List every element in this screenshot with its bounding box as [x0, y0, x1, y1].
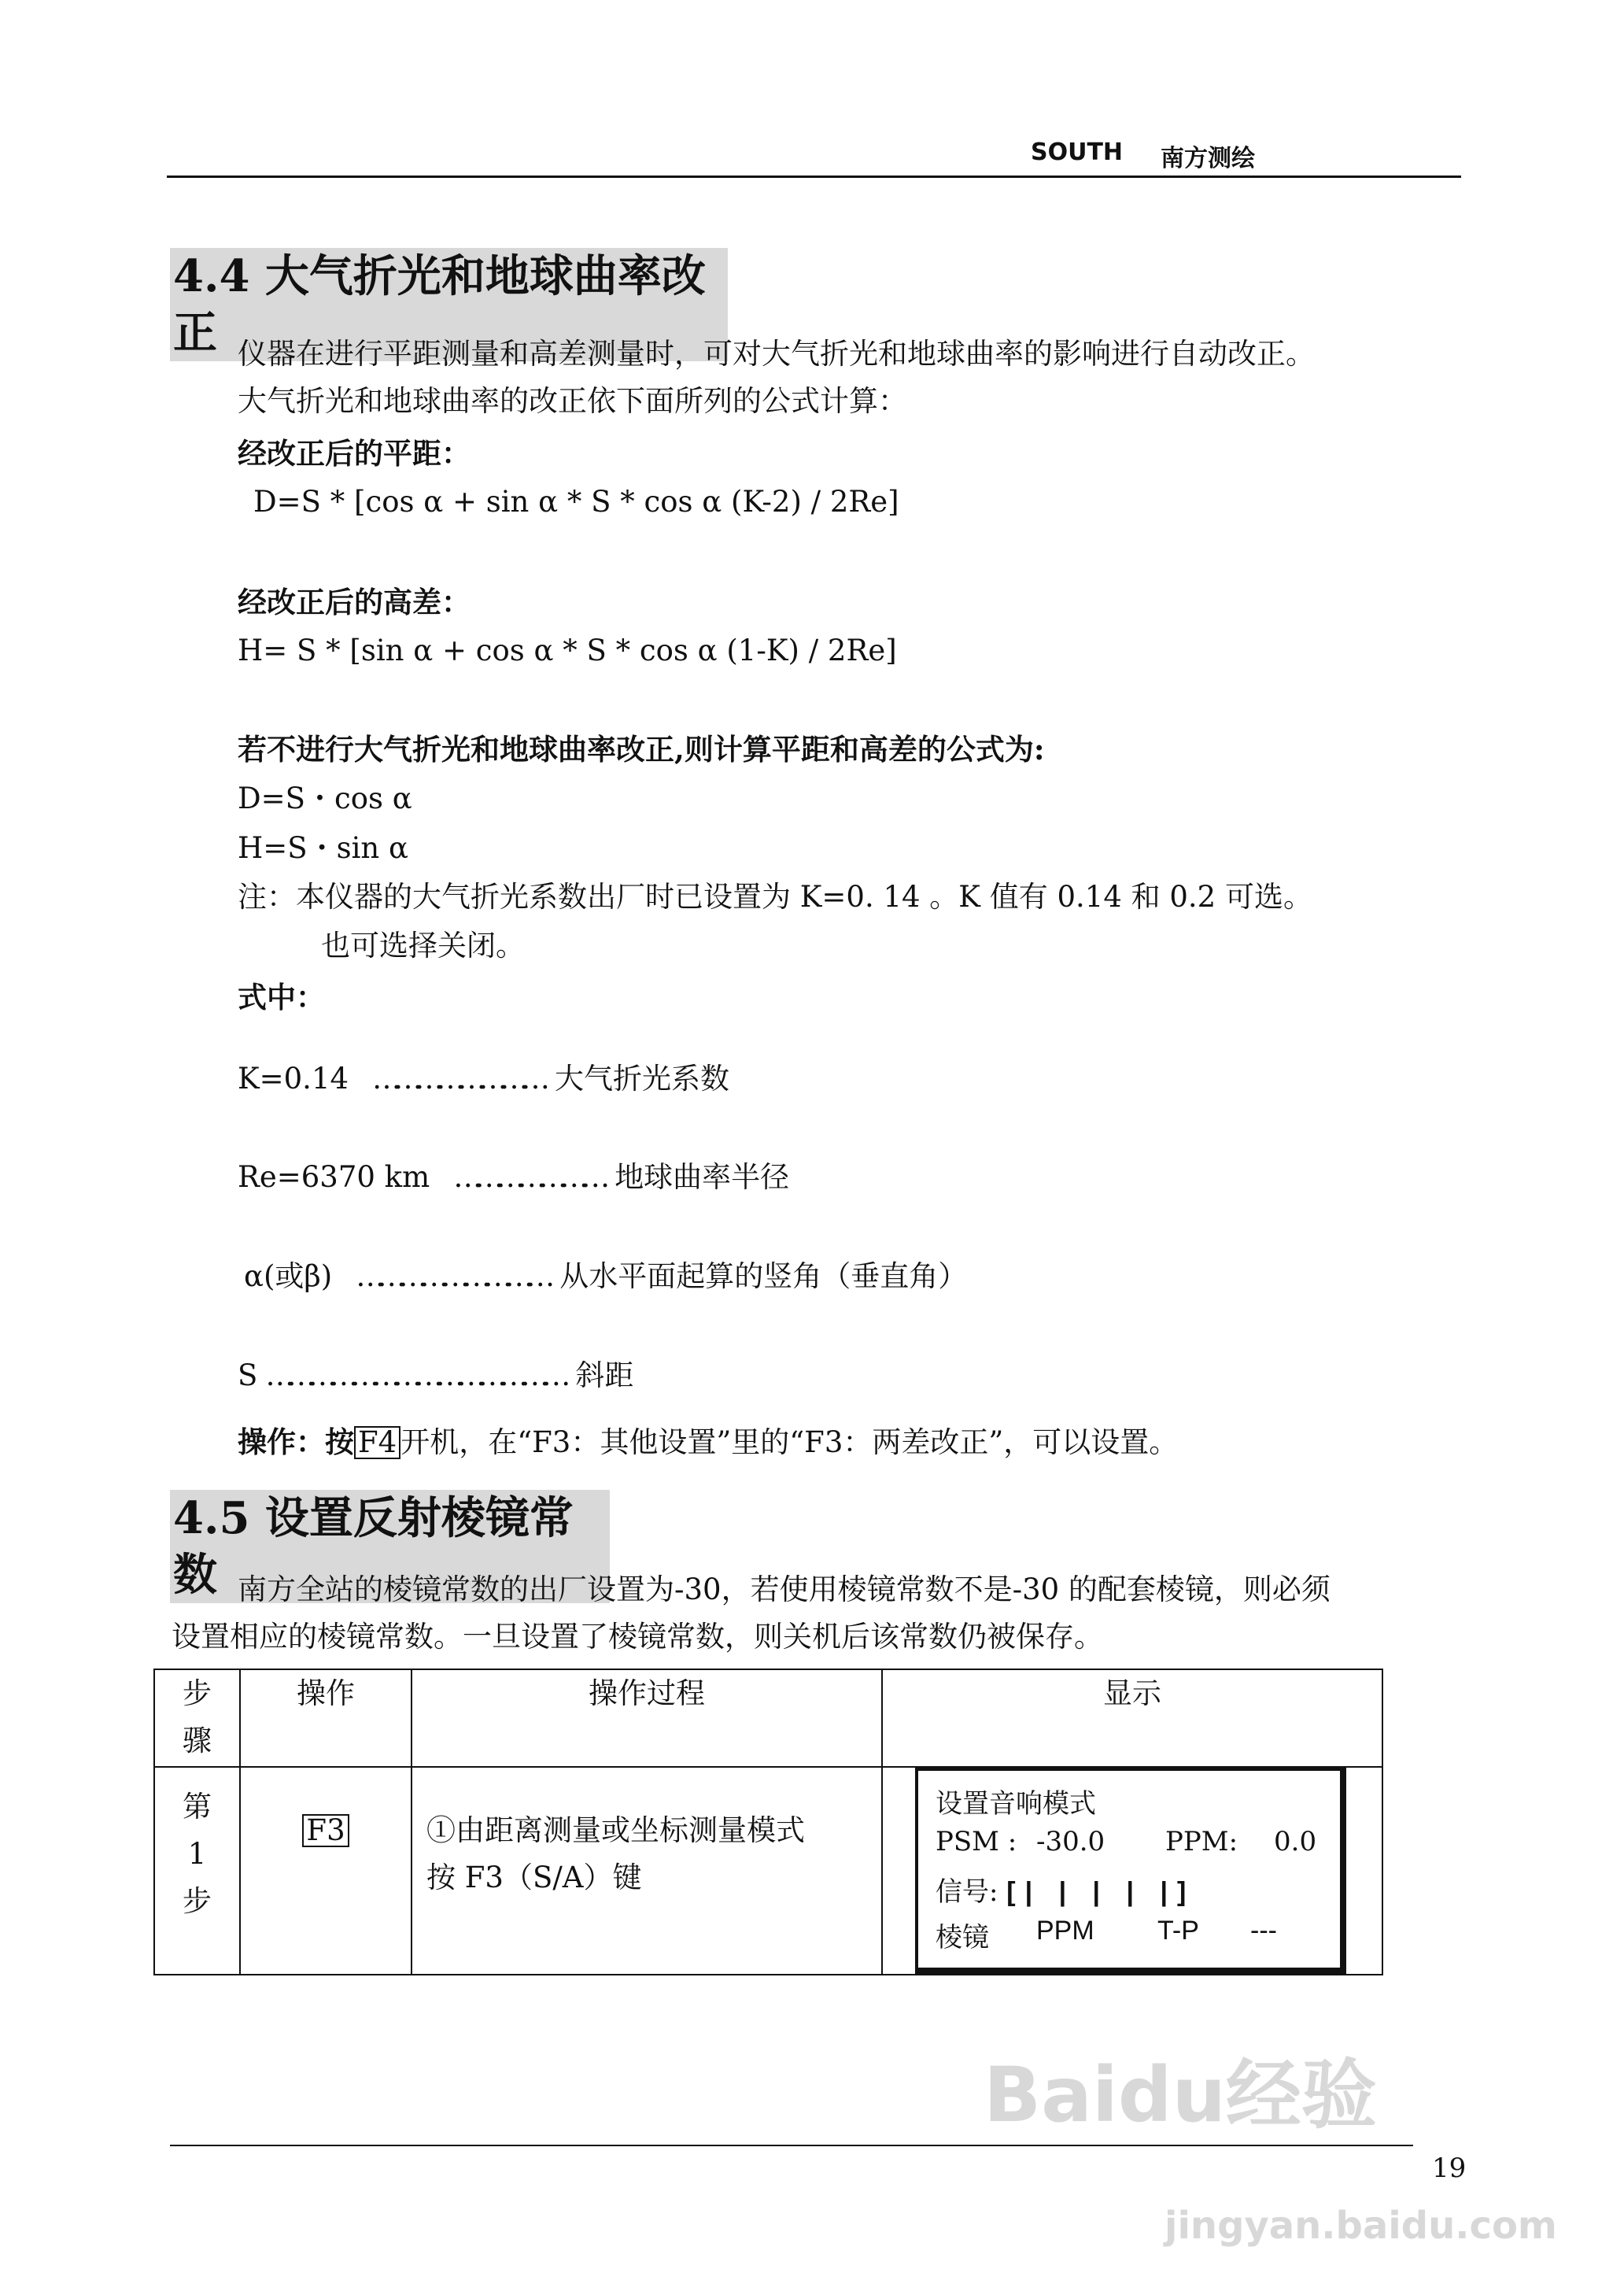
table-header-row	[154, 1669, 1382, 1767]
definition-dots: ………………………	[356, 1259, 548, 1293]
lcd-display	[915, 1768, 1346, 1974]
intro-line: 仪器在进行平距测量和高差测量时，可对大气折光和地球曲率的影响进行自动改正。	[238, 337, 1315, 371]
section-heading-4-5: 4.5 设置反射棱镜常数	[170, 1490, 610, 1603]
operation-instruction	[238, 1425, 1178, 1460]
definition-dots: ……………………	[372, 1062, 543, 1096]
baidu-watermark-logo: Baidu经验	[984, 2051, 1377, 2139]
where-label: 式中：	[238, 980, 325, 1014]
header-display: 显示	[882, 1669, 1382, 1767]
definition-meaning: 地球曲率半径	[615, 1160, 790, 1194]
process-cell	[412, 1767, 882, 1975]
softkey-ppm: PPM	[1036, 1916, 1094, 1946]
definition-term: K=0.14	[238, 1062, 349, 1096]
psm-value: -30.0	[1036, 1826, 1105, 1857]
footer-rule	[170, 2145, 1413, 2146]
baidu-watermark-url: jingyan.baidu.com	[1164, 2204, 1557, 2248]
simple-h-formula: H=S・sin α	[238, 831, 409, 865]
header-operation: 操作	[240, 1669, 412, 1767]
height-label: 经改正后的高差：	[238, 585, 471, 619]
header-rule	[167, 176, 1461, 178]
softkey-tp: T-P	[1157, 1916, 1199, 1946]
page-number: 19	[1432, 2153, 1467, 2184]
definition-row	[238, 1160, 789, 1195]
operation-prefix: 操作：按	[238, 1425, 354, 1459]
header-company: 南方测绘	[1161, 145, 1255, 172]
no-correction-label: 若不进行大气折光和地球曲率改正,则计算平距和高差的公式为:	[238, 732, 1045, 767]
lcd-title: 设置音响模式	[936, 1788, 1096, 1820]
note-line: 注：本仪器的大气折光系数出厂时已设置为 K=0. 14 。K 值有 0.14 和 0.2 可选。	[238, 880, 1312, 914]
definition-row	[238, 1358, 633, 1393]
horizontal-formula: D=S * [cos α + sin α * S * cos α (K-2) / 2Re]	[253, 485, 899, 519]
intro-line: 南方全站的棱镜常数的出厂设置为-30，若使用棱镜常数不是-30 的配套棱镜，则必须	[238, 1572, 1331, 1606]
definition-meaning: 从水平面起算的竖角（垂直角）	[559, 1259, 968, 1293]
header-step-line: 骤	[183, 1724, 212, 1757]
definition-row	[238, 1062, 729, 1096]
f3-key: F3	[302, 1814, 349, 1847]
header-step-line: 步	[183, 1676, 212, 1710]
signal-bar: [| | | | |]	[1006, 1877, 1196, 1907]
process-line: ①由距离测量或坐标测量模式	[426, 1813, 805, 1847]
simple-d-formula: D=S・cos α	[238, 782, 412, 815]
operation-cell	[240, 1767, 412, 1975]
step-line: 第	[183, 1790, 212, 1824]
intro-line: 设置相应的棱镜常数。一旦设置了棱镜常数，则关机后该常数仍被保存。	[172, 1620, 1103, 1654]
lcd-psm-row	[936, 1826, 1317, 1857]
lcd-signal-row	[936, 1870, 1195, 1909]
definition-meaning: 斜距	[575, 1358, 634, 1392]
prism-label: 棱镜	[936, 1922, 989, 1953]
softkey-empty: ---	[1250, 1916, 1277, 1946]
step-line: 1	[187, 1837, 207, 1871]
ppm-label: PPM:	[1165, 1826, 1238, 1857]
definition-term: Re=6370 km	[238, 1160, 430, 1194]
definition-meaning: 大气折光系数	[555, 1062, 730, 1096]
intro-line: 大气折光和地球曲率的改正依下面所列的公式计算：	[238, 384, 907, 418]
definition-term: α(或β)	[244, 1259, 333, 1293]
definition-term: S	[238, 1358, 258, 1392]
f4-key: F4	[354, 1426, 400, 1459]
header-step	[154, 1669, 240, 1767]
header-process: 操作过程	[412, 1669, 882, 1767]
ppm-value: 0.0	[1274, 1826, 1317, 1857]
note-line: 也可选择关闭。	[321, 929, 525, 963]
signal-label: 信号:	[936, 1876, 998, 1908]
step-line: 步	[183, 1884, 212, 1918]
lcd-softkey-row	[936, 1916, 1277, 1954]
header-brand: SOUTH	[1031, 139, 1124, 166]
psm-label: PSM :	[936, 1826, 1017, 1857]
definition-row	[244, 1259, 967, 1294]
section-heading-4-4: 4.4 大气折光和地球曲率改正	[170, 248, 728, 361]
step-cell	[154, 1767, 240, 1975]
operation-suffix: 开机，在“F3：其他设置”里的“F3：两差改正”，可以设置。	[400, 1425, 1179, 1459]
height-formula: H= S * [sin α + cos α * S * cos α (1-K) / 2Re]	[238, 634, 897, 667]
horizontal-label: 经改正后的平距：	[238, 436, 471, 471]
process-line: 按 F3（S/A）键	[426, 1861, 642, 1894]
definition-dots: ……………………………………	[265, 1358, 563, 1392]
definition-dots: …………………	[453, 1160, 603, 1194]
